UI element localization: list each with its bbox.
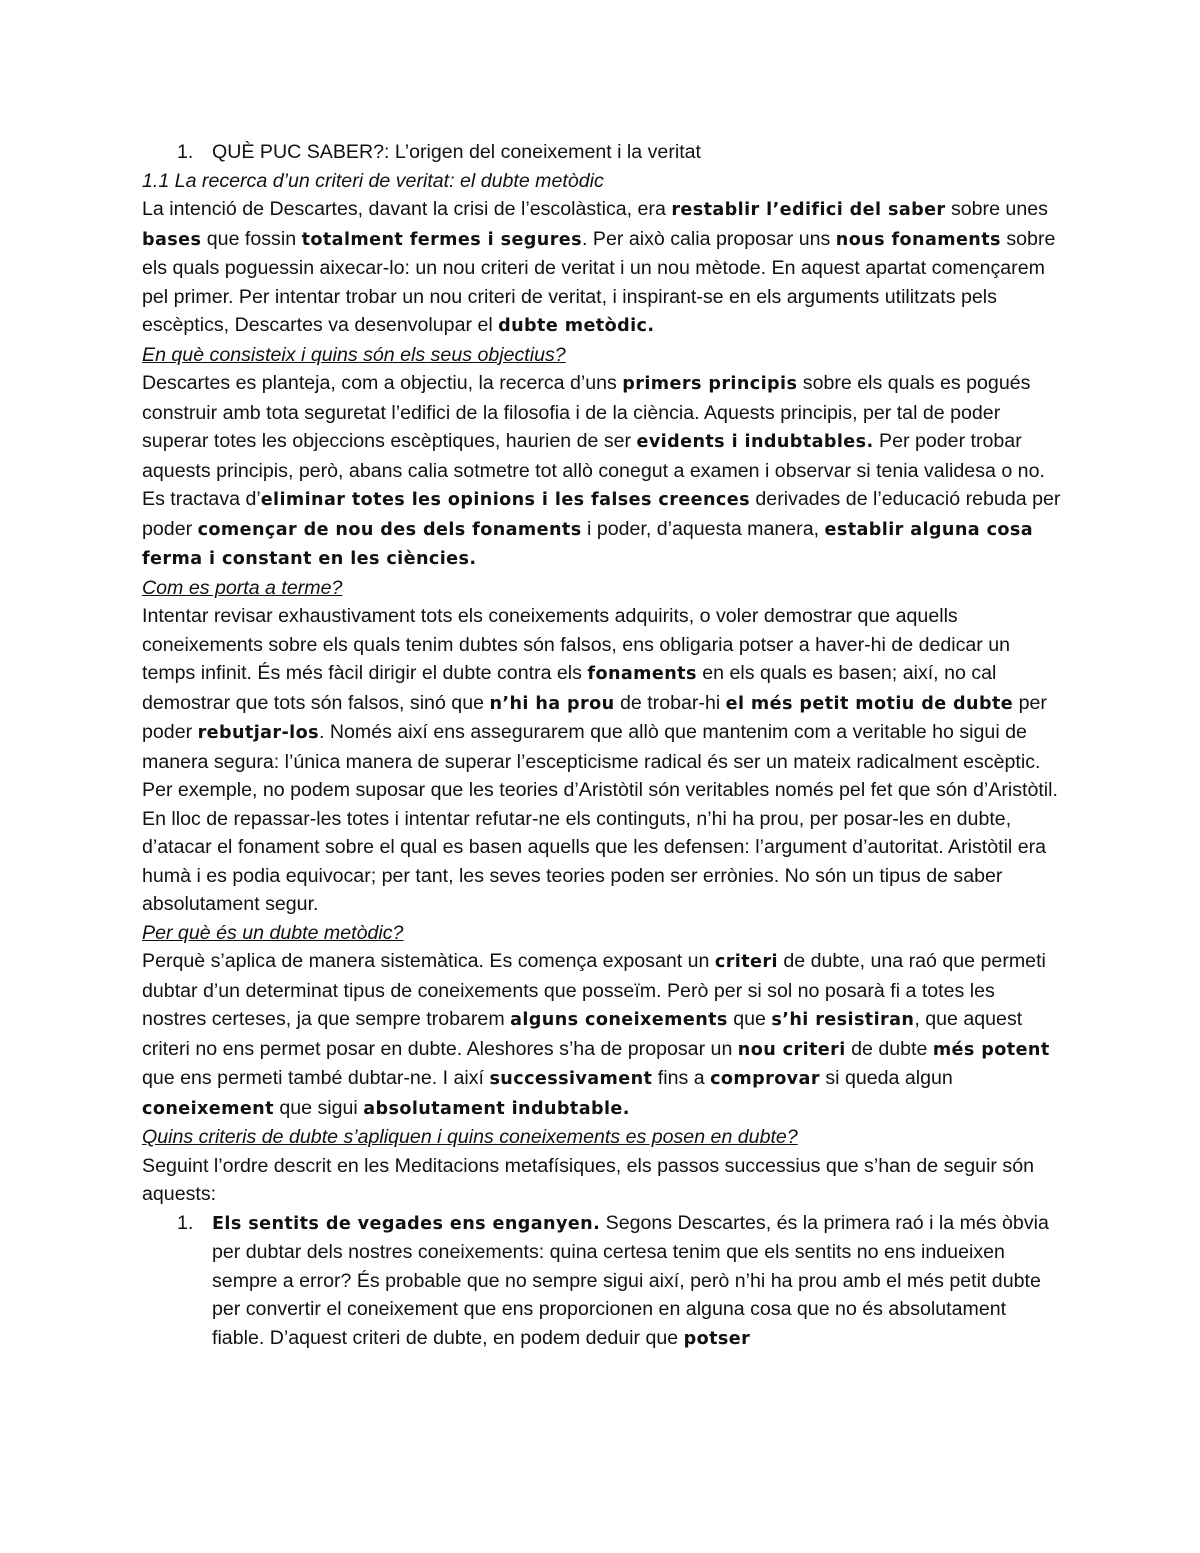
answer-paragraph-2: Intentar revisar exhaustivament tots els coneixements adquirits, o voler demostrar que aquells coneixements sobre els quals tenim dubtes són falsos, ens obligaria potser a haver-hi de dedicar un temps infinit. És més fàcil dirigir el dubte contra els fonaments en els quals es basen; així, no cal demostrar que tots són falsos, sinó que n’hi ha prou de trobar-hi el més petit motiu de dubte per poder rebutjar-los. Només així ens assegurarem que allò que mantenim com a veritable ho sigui de manera segura: l’única manera de superar l’escepticisme radical és ser un mateix radicalment escèptic. bbox=[142, 605, 1047, 773]
heading-number: 1. bbox=[177, 141, 194, 163]
question-heading-4: Quins criteris de dubte s’apliquen i quins coneixements es posen en dubte? bbox=[142, 1126, 798, 1148]
list-number: 1. bbox=[177, 1211, 194, 1234]
answer-paragraph-3: Perquè s’aplica de manera sistemàtica. Es comença exposant un criteri de dubte, una raó que permeti dubtar d’un determinat tipus de coneixements que posseïm. Però per si sol no posarà fi a totes les nostres certeses, ja que sempre trobarem alguns coneixements que s’hi resistiran, que aquest criteri no ens permet posar en dubte. Aleshores s’ha de proposar un nou criteri de dubte més potent que ens permeti també dubtar-ne. I així successivament fins a comprovar si queda algun coneixement que sigui absolutament indubtable. bbox=[142, 950, 1050, 1119]
answer-paragraph-1: Descartes es planteja, com a objectiu, la recerca d’uns primers principis sobre els quals es pogués construir amb tota seguretat l’edifici de la filosofia i de la ciència. Aquests principis, per tal de poder superar totes les objeccions escèptiques, haurien de ser evidents i indubtables. Per poder trobar aquests principis, però, abans calia sotmetre tot allò conegut a examen i observar si tenia validesa o no. Es tractava d’eliminar totes les opinions i les falses creences derivades de l’educació rebuda per poder començar de nou des dels fonaments i poder, d’aquesta manera, establir alguna cosa ferma i constant en les ciències. bbox=[142, 372, 1061, 569]
section-heading bbox=[177, 138, 1062, 167]
subsection-heading: 1.1 La recerca d’un criteri de veritat: el dubte metòdic bbox=[142, 169, 604, 192]
question-heading-2: Com es porta a terme? bbox=[142, 576, 343, 599]
question-heading-3: Per què és un dubte metòdic? bbox=[142, 921, 404, 944]
question-heading-1: En què consisteix i quins són els seus objectius? bbox=[142, 343, 566, 366]
answer-paragraph-4: Seguint l’ordre descrit en les Meditacions metafísiques, els passos successius que s’han de seguir són aquests: bbox=[142, 1154, 1034, 1205]
heading-text: QUÈ PUC SABER?: L’origen del coneixement i la veritat bbox=[212, 141, 701, 163]
example-paragraph: Per exemple, no podem suposar que les teories d’Aristòtil són veritables només pel fet que són d’Aristòtil. En lloc de repassar-les totes i intentar refutar-ne els continguts, n’hi ha prou, per posar-les en dubte, d’atacar el fonament sobre el qual es basen aquells que les defensen: l’argument d’autoritat. Aristòtil era humà i es podia equivocar; per tant, les seves teories poden ser errònies. No són un tipus de saber absolutament segur. bbox=[142, 779, 1058, 915]
list-item: 1. Els sentits de vegades ens enganyen. Segons Descartes, és la primera raó i la més òbvia per dubtar dels nostres coneixements: quina certesa tenim que els sentits no ens indueixen sempre a error? És probable que no sempre sigui així, però n’hi ha prou amb el més petit dubte per convertir el coneixement que ens proporcionen en alguna cosa que no és absolutament fiable. D’aquest criteri de dubte, en podem deduir que potser bbox=[142, 1209, 1062, 1354]
document-page bbox=[142, 138, 1062, 1353]
intro-paragraph: La intenció de Descartes, davant la crisi de l’escolàstica, era restablir l’edifici del saber sobre unes bases que fossin totalment fermes i segures. Per això calia proposar uns nous fonaments sobre els quals poguessin aixecar-lo: un nou criteri de veritat i un nou mètode. En aquest apartat començarem pel primer. Per intentar trobar un nou criteri de veritat, i inspirant-se en els arguments utilitzats pels escèptics, Descartes va desenvolupar el dubte metòdic. bbox=[142, 198, 1056, 336]
